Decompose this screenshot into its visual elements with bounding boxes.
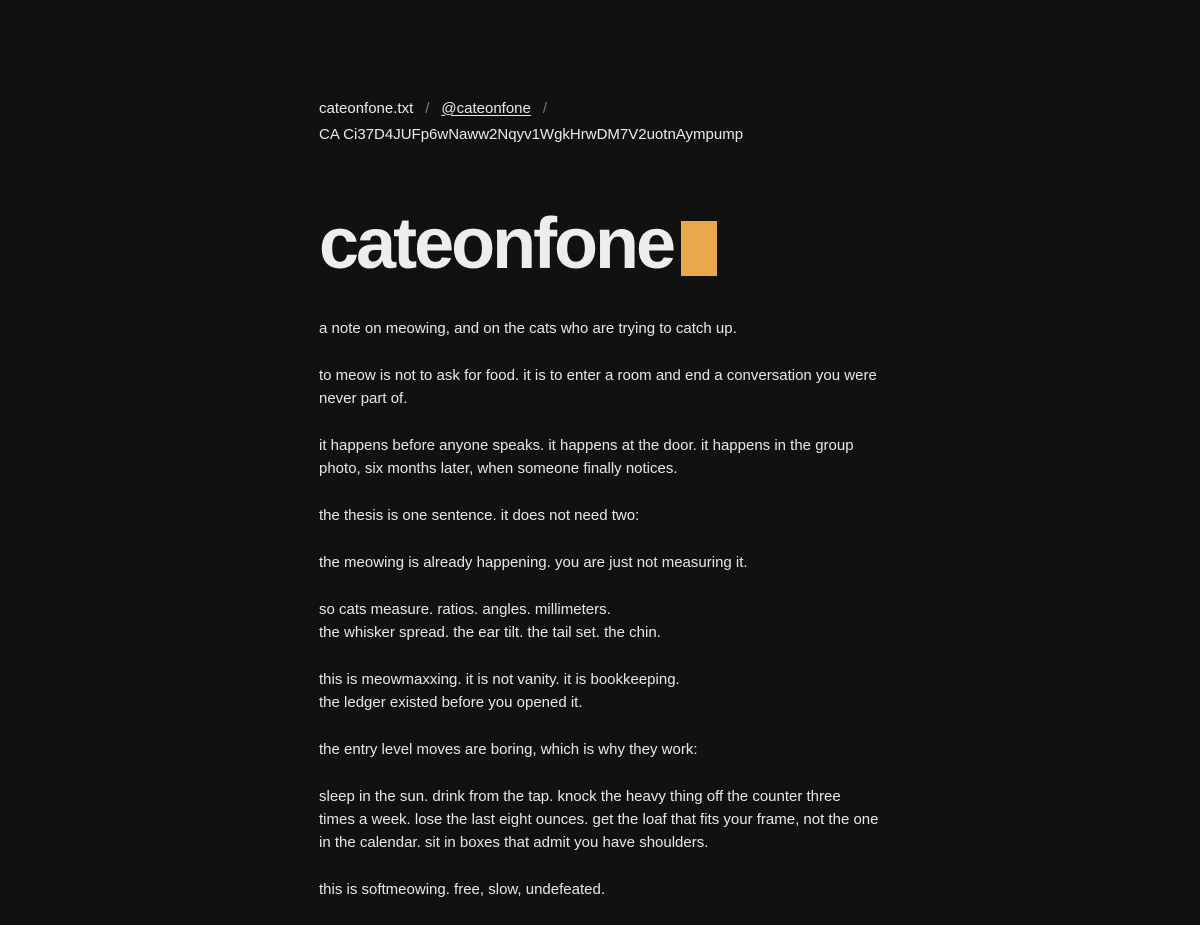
paragraph-line: the meowing is already happening. you are just not measuring it. xyxy=(319,554,748,571)
paragraph-line: the thesis is one sentence. it does not need two: xyxy=(319,507,640,524)
paragraph-line: to meow is not to ask for food. it is to enter a room and end a conversation you were never part of. xyxy=(319,367,877,407)
paragraph xyxy=(319,317,879,340)
paragraph xyxy=(319,364,879,410)
paragraph xyxy=(319,434,879,480)
paragraph xyxy=(319,878,879,901)
paragraph-line: it happens before anyone speaks. it happens at the door. it happens in the group photo, six months later, when someone finally notices. xyxy=(319,437,854,477)
breadcrumb xyxy=(319,96,879,120)
handle-link[interactable]: @cateonfone xyxy=(441,99,531,117)
paragraph xyxy=(319,668,879,714)
paragraph xyxy=(319,785,879,854)
filename-label: cateonfone.txt xyxy=(319,99,414,117)
cursor-block xyxy=(681,221,717,276)
contract-address: CA Ci37D4JUFp6wNaww2Nqyv1WgkHrwDM7V2uotnAympump xyxy=(319,126,744,143)
paragraph xyxy=(319,504,879,527)
paragraph-line: the ledger existed before you opened it. xyxy=(319,694,583,711)
paragraph-line: this is softmeowing. free, slow, undefeated. xyxy=(319,881,605,898)
paragraph-line: so cats measure. ratios. angles. millimeters. xyxy=(319,601,611,618)
title-row xyxy=(319,204,879,284)
paragraph-line: the whisker spread. the ear tilt. the tail set. the chin. xyxy=(319,624,661,641)
paragraph xyxy=(319,598,879,644)
paragraph xyxy=(319,551,879,574)
paragraph-line: sleep in the sun. drink from the tap. knock the heavy thing off the counter three times a week. lose the last eight ounces. get the loaf that fits your frame, not the one in the calendar. sit in boxes that admit you have shoulders. xyxy=(319,788,879,851)
breadcrumb-separator-trailing: / xyxy=(542,99,548,117)
page-title: cateonfone xyxy=(319,204,674,284)
paragraph-line: this is meowmaxxing. it is not vanity. it is bookkeeping. xyxy=(319,671,680,688)
breadcrumb-separator: / xyxy=(425,99,430,117)
paragraph-line: a note on meowing, and on the cats who are trying to catch up. xyxy=(319,320,737,337)
body-text xyxy=(319,317,879,901)
paragraph xyxy=(319,738,879,761)
document-page xyxy=(319,96,879,925)
paragraph-line: the entry level moves are boring, which is why they work: xyxy=(319,741,698,758)
